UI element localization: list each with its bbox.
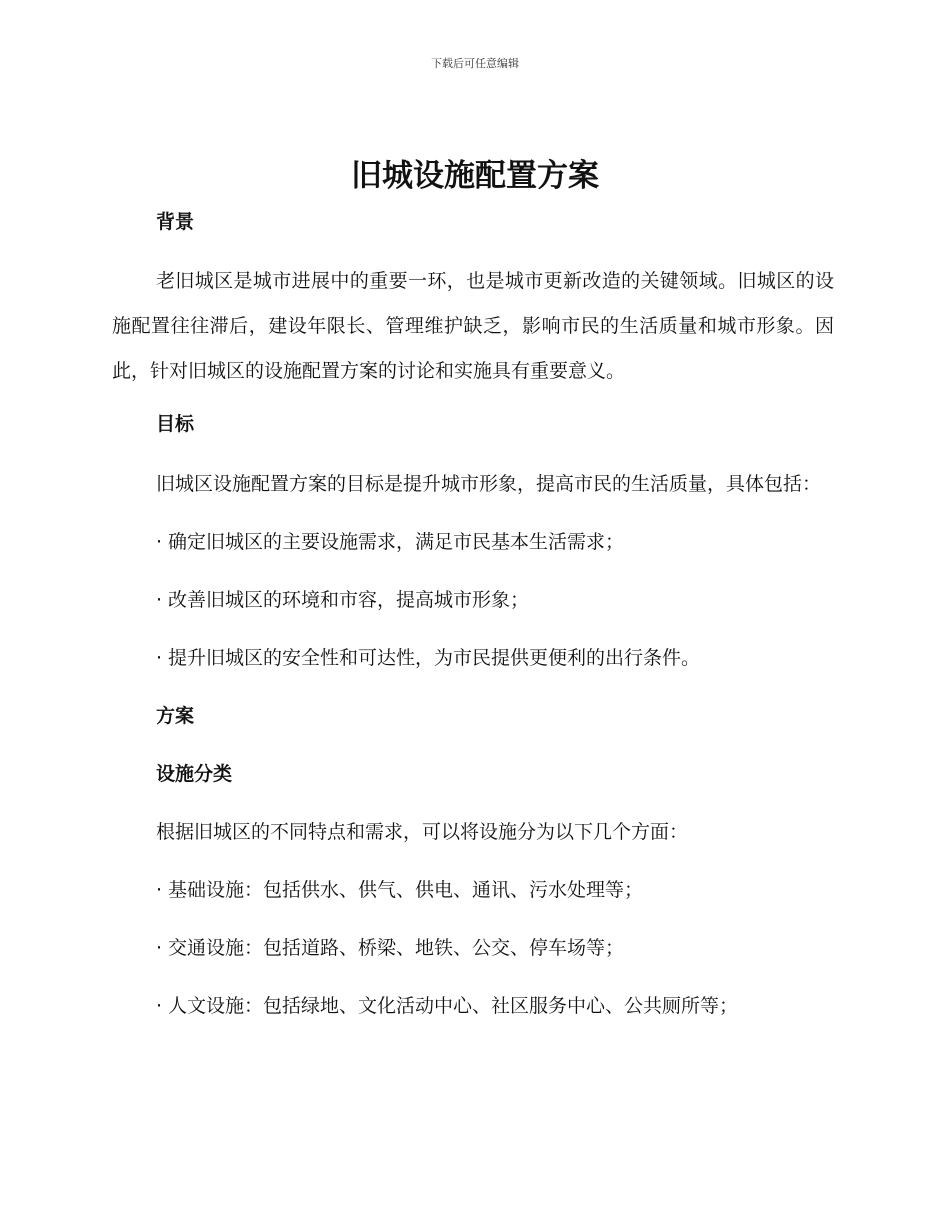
goal-bullet-1: [112, 525, 834, 559]
header-note: 下载后可任意编辑: [431, 57, 519, 70]
subheading-facility-classification: 设施分类: [156, 763, 233, 785]
plan-bullet-text: 交通设施：包括道路、桥梁、地铁、公交、停车场等；: [168, 937, 625, 959]
goal-bullet-text: 确定旧城区的主要设施需求，满足市民基本生活需求；: [168, 531, 625, 553]
goal-bullet-text: 改善旧城区的环境和市容，提高城市形象；: [168, 589, 530, 611]
bullet-dot: ·: [156, 879, 163, 901]
bullet-dot: ·: [156, 647, 163, 669]
bullet-dot: ·: [156, 589, 163, 611]
goal-bullet-3: [112, 641, 834, 675]
document-title: 旧城设施配置方案: [351, 158, 599, 194]
document-body: [112, 205, 834, 1023]
background-paragraph: 老旧城区是城市进展中的重要一环，也是城市更新改造的关键领域。旧城区的设施配置往往滞后，建设年限长、管理维护缺乏，影响市民的生活质量和城市形象。因此，针对旧城区的设施配置方案的讨论和实施具有重要意义。: [112, 270, 834, 382]
plan-bullet-1: [112, 873, 834, 907]
section-heading-plan: 方案: [156, 705, 195, 727]
goal-bullet-text: 提升旧城区的安全性和可达性，为市民提供更便利的出行条件。: [168, 647, 701, 669]
section-heading-background: 背景: [156, 211, 195, 233]
plan-intro: 根据旧城区的不同特点和需求，可以将设施分为以下几个方面：: [156, 821, 689, 843]
bullet-dot: ·: [156, 937, 163, 959]
plan-bullet-2: [112, 931, 834, 965]
goal-paragraph: 旧城区设施配置方案的目标是提升城市形象，提高市民的生活质量，具体包括：: [156, 473, 822, 495]
section-heading-goal: 目标: [156, 413, 195, 435]
bullet-dot: ·: [156, 995, 163, 1017]
plan-bullet-3: [112, 989, 834, 1023]
plan-bullet-text: 人文设施：包括绿地、文化活动中心、社区服务中心、公共厕所等；: [168, 995, 739, 1017]
plan-bullet-text: 基础设施：包括供水、供气、供电、通讯、污水处理等；: [168, 879, 644, 901]
goal-bullet-2: [112, 583, 834, 617]
bullet-dot: ·: [156, 531, 163, 553]
